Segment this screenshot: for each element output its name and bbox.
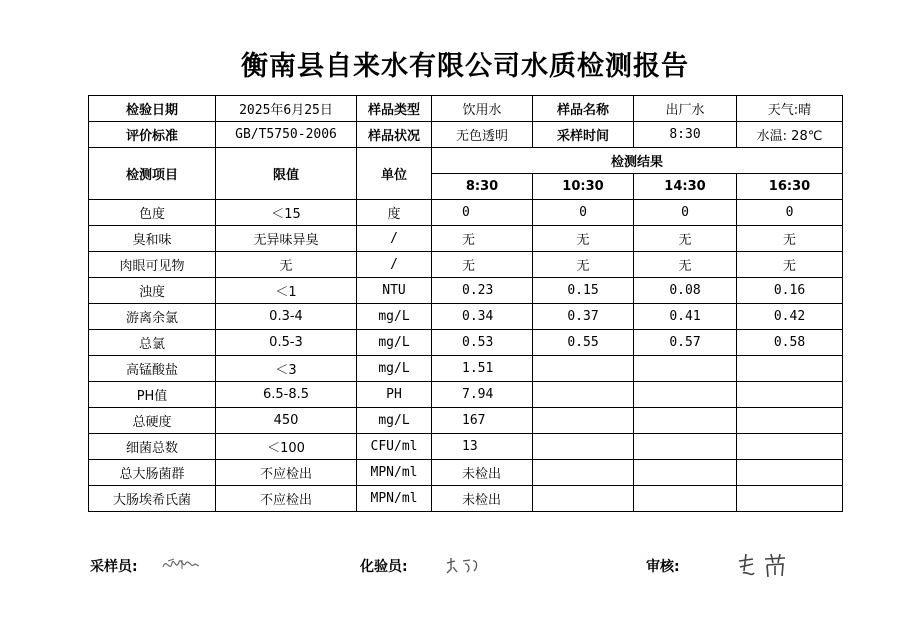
result-cell (634, 434, 737, 460)
result-cell (737, 356, 843, 382)
table-row (89, 356, 843, 382)
signature-footer (0, 553, 910, 593)
result-cell: 0.08 (634, 278, 737, 304)
result-cell: 无 (737, 226, 843, 252)
result-cell: 未检出 (432, 486, 533, 512)
result-cell: 0.16 (737, 278, 843, 304)
limit-cell: ＜100 (216, 434, 357, 460)
sampler-signature (160, 553, 202, 577)
limit-cell: ＜15 (216, 200, 357, 226)
item-cell: PH值 (89, 382, 216, 408)
result-cell: 1.51 (432, 356, 533, 382)
table-row (89, 304, 843, 330)
result-cell: 0.34 (432, 304, 533, 330)
result-cell (634, 460, 737, 486)
result-cell: 无 (634, 252, 737, 278)
header-unit: 单位 (357, 148, 432, 200)
info-row-2 (89, 122, 843, 148)
header-time: 8:30 (432, 174, 533, 200)
result-cell: 未检出 (432, 460, 533, 486)
result-cell (634, 486, 737, 512)
item-cell: 总氯 (89, 330, 216, 356)
info-row-1 (89, 96, 843, 122)
table-row (89, 226, 843, 252)
header-time: 16:30 (737, 174, 843, 200)
sampling-time-value: 8:30 (634, 122, 737, 148)
result-cell: 13 (432, 434, 533, 460)
test-date-value: 2025年6月25日 (216, 96, 357, 122)
table-row (89, 486, 843, 512)
item-cell: 游离余氯 (89, 304, 216, 330)
result-cell (737, 382, 843, 408)
result-cell (533, 408, 634, 434)
result-cell: 0.57 (634, 330, 737, 356)
item-cell: 总硬度 (89, 408, 216, 434)
limit-cell: 0.5-3 (216, 330, 357, 356)
label-test-date: 检验日期 (89, 96, 216, 122)
unit-cell: NTU (357, 278, 432, 304)
limit-cell: 0.3-4 (216, 304, 357, 330)
result-cell (533, 434, 634, 460)
label-sample-name: 样品名称 (533, 96, 634, 122)
item-cell: 总大肠菌群 (89, 460, 216, 486)
result-cell (634, 382, 737, 408)
tester-label: 化验员: (360, 559, 408, 575)
table-row (89, 278, 843, 304)
result-cell: 0.55 (533, 330, 634, 356)
result-cell: 0 (634, 200, 737, 226)
table-row (89, 408, 843, 434)
unit-cell: MPN/ml (357, 486, 432, 512)
label-sample-condition: 样品状况 (357, 122, 432, 148)
result-cell: 无 (432, 252, 533, 278)
report-title: 衡南县自来水有限公司水质检测报告 (241, 51, 689, 82)
table-row (89, 460, 843, 486)
limit-cell: ＜3 (216, 356, 357, 382)
unit-cell: MPN/ml (357, 460, 432, 486)
result-cell (737, 408, 843, 434)
sampler-label: 采样员: (90, 559, 138, 575)
header-results: 检测结果 (432, 148, 843, 174)
unit-cell: PH (357, 382, 432, 408)
result-cell: 无 (533, 252, 634, 278)
unit-cell: / (357, 252, 432, 278)
unit-cell: 度 (357, 200, 432, 226)
table-row (89, 200, 843, 226)
sample-condition-value: 无色透明 (432, 122, 533, 148)
reviewer-signature (735, 551, 791, 581)
result-cell: 7.94 (432, 382, 533, 408)
item-cell: 大肠埃希氏菌 (89, 486, 216, 512)
header-time: 14:30 (634, 174, 737, 200)
label-sample-type: 样品类型 (357, 96, 432, 122)
water-quality-table (88, 95, 843, 512)
header-row-1 (89, 148, 843, 174)
table-row (89, 330, 843, 356)
result-cell: 无 (432, 226, 533, 252)
limit-cell: 450 (216, 408, 357, 434)
item-cell: 肉眼可见物 (89, 252, 216, 278)
tester-signature (443, 555, 483, 577)
result-cell (634, 356, 737, 382)
result-cell: 0.53 (432, 330, 533, 356)
table-row (89, 434, 843, 460)
limit-cell: 无 (216, 252, 357, 278)
limit-cell: 不应检出 (216, 460, 357, 486)
table-row (89, 382, 843, 408)
item-cell: 色度 (89, 200, 216, 226)
result-cell: 0 (737, 200, 843, 226)
water-temp-value: 水温: 28℃ (737, 122, 843, 148)
standard-value: GB/T5750-2006 (216, 122, 357, 148)
header-item: 检测项目 (89, 148, 216, 200)
label-sampling-time: 采样时间 (533, 122, 634, 148)
header-time: 10:30 (533, 174, 634, 200)
unit-cell: mg/L (357, 304, 432, 330)
unit-cell: CFU/ml (357, 434, 432, 460)
result-cell (737, 460, 843, 486)
result-cell: 0 (432, 200, 533, 226)
result-cell: 无 (737, 252, 843, 278)
sample-type-value: 饮用水 (432, 96, 533, 122)
item-cell: 细菌总数 (89, 434, 216, 460)
result-cell: 0.37 (533, 304, 634, 330)
result-cell: 0.15 (533, 278, 634, 304)
item-cell: 高锰酸盐 (89, 356, 216, 382)
unit-cell: mg/L (357, 330, 432, 356)
sample-name-value: 出厂水 (634, 96, 737, 122)
result-cell: 0.23 (432, 278, 533, 304)
item-cell: 臭和味 (89, 226, 216, 252)
limit-cell: 不应检出 (216, 486, 357, 512)
result-cell: 167 (432, 408, 533, 434)
limit-cell: 6.5-8.5 (216, 382, 357, 408)
header-limit: 限值 (216, 148, 357, 200)
result-cell: 无 (634, 226, 737, 252)
result-cell (533, 486, 634, 512)
limit-cell: 无异味异臭 (216, 226, 357, 252)
result-cell: 0 (533, 200, 634, 226)
result-cell: 0.41 (634, 304, 737, 330)
limit-cell: ＜1 (216, 278, 357, 304)
result-cell (634, 408, 737, 434)
unit-cell: mg/L (357, 356, 432, 382)
result-cell (737, 434, 843, 460)
result-cell: 无 (533, 226, 634, 252)
label-standard: 评价标准 (89, 122, 216, 148)
result-cell (533, 460, 634, 486)
result-cell (737, 486, 843, 512)
weather-value: 天气:晴 (737, 96, 843, 122)
result-cell (533, 382, 634, 408)
result-cell: 0.58 (737, 330, 843, 356)
unit-cell: mg/L (357, 408, 432, 434)
reviewer-label: 审核: (646, 559, 680, 575)
result-cell: 0.42 (737, 304, 843, 330)
table-row (89, 252, 843, 278)
unit-cell: / (357, 226, 432, 252)
item-cell: 浊度 (89, 278, 216, 304)
result-cell (533, 356, 634, 382)
